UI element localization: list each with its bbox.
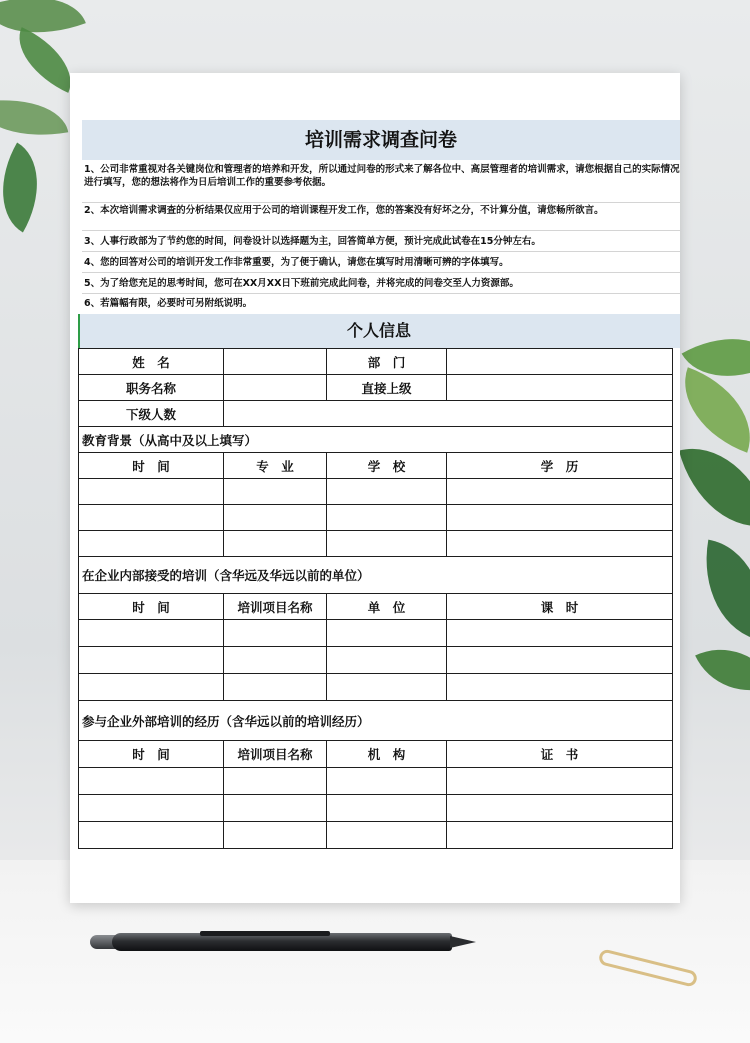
table-cell[interactable] — [327, 768, 447, 795]
internal-col-unit: 单 位 — [327, 594, 447, 620]
table-cell[interactable] — [447, 505, 673, 531]
internal-col-time: 时 间 — [79, 594, 224, 620]
education-col-school: 学 校 — [327, 453, 447, 479]
dept-label: 部 门 — [327, 349, 447, 375]
personal-info-heading: 个人信息 — [78, 314, 680, 348]
table-cell[interactable] — [327, 479, 447, 505]
external-col-project: 培训项目名称 — [224, 741, 327, 768]
pen-icon — [90, 931, 480, 953]
table-cell[interactable] — [447, 531, 673, 557]
note-2: 2、本次培训需求调查的分析结果仅应用于公司的培训课程开发工作，您的答案没有好坏之分，不计算分值，请您畅所欲言。 — [82, 204, 680, 231]
external-training-heading: 参与企业外部培训的经历（含华远以前的培训经历） — [79, 701, 673, 741]
table-row — [79, 531, 673, 557]
table-row — [79, 674, 673, 701]
table-cell[interactable] — [327, 531, 447, 557]
table-cell[interactable] — [224, 620, 327, 647]
table-cell[interactable] — [224, 674, 327, 701]
table-cell[interactable] — [79, 822, 224, 849]
table-row — [79, 505, 673, 531]
table-cell[interactable] — [79, 647, 224, 674]
document-title: 培训需求调查问卷 — [82, 120, 680, 160]
table-cell[interactable] — [327, 505, 447, 531]
name-input[interactable] — [224, 349, 327, 375]
table-row — [79, 795, 673, 822]
plant-leaf — [0, 88, 68, 147]
position-label: 职务名称 — [79, 375, 224, 401]
table-cell[interactable] — [79, 795, 224, 822]
table-cell[interactable] — [327, 620, 447, 647]
table-cell[interactable] — [79, 479, 224, 505]
table-row — [79, 479, 673, 505]
table-row — [79, 620, 673, 647]
note-4: 4、您的回答对公司的培训开发工作非常重要，为了便于确认，请您在填写时用清晰可辨的字体填写。 — [82, 253, 680, 273]
position-input[interactable] — [224, 375, 327, 401]
table-cell[interactable] — [447, 822, 673, 849]
table-cell[interactable] — [447, 647, 673, 674]
table-cell[interactable] — [79, 768, 224, 795]
dept-input[interactable] — [447, 349, 673, 375]
table-cell[interactable] — [79, 531, 224, 557]
table-cell[interactable] — [447, 620, 673, 647]
table-cell[interactable] — [447, 674, 673, 701]
plant-leaf — [693, 540, 750, 641]
education-col-major: 专 业 — [224, 453, 327, 479]
table-row — [79, 822, 673, 849]
table-row — [79, 768, 673, 795]
external-col-time: 时 间 — [79, 741, 224, 768]
personal-info-table — [78, 348, 673, 849]
plant-leaf — [695, 630, 750, 710]
cell-marker — [78, 314, 80, 348]
table-cell[interactable] — [224, 768, 327, 795]
plant-leaf — [0, 143, 60, 233]
table-cell[interactable] — [79, 505, 224, 531]
table-cell[interactable] — [327, 795, 447, 822]
subordinates-input[interactable] — [224, 401, 673, 427]
table-cell[interactable] — [224, 531, 327, 557]
subordinates-label: 下级人数 — [79, 401, 224, 427]
education-col-degree: 学 历 — [447, 453, 673, 479]
note-3: 3、人事行政部为了节约您的时间，问卷设计以选择题为主，回答简单方便，预计完成此试卷在15分钟左右。 — [82, 232, 680, 252]
survey-paper — [70, 73, 680, 903]
table-cell[interactable] — [447, 479, 673, 505]
note-6: 6、若篇幅有限，必要时可另附纸说明。 — [84, 298, 253, 309]
internal-training-heading: 在企业内部接受的培训（含华远及华远以前的单位） — [79, 557, 673, 594]
note-5: 5、为了给您充足的思考时间，您可在XX月XX日下班前完成此问卷，并将完成的问卷交至人力资源部。 — [82, 274, 680, 294]
table-cell[interactable] — [447, 768, 673, 795]
table-cell[interactable] — [327, 822, 447, 849]
supervisor-label: 直接上级 — [327, 375, 447, 401]
external-col-certificate: 证 书 — [447, 741, 673, 768]
name-label: 姓 名 — [79, 349, 224, 375]
external-col-institution: 机 构 — [327, 741, 447, 768]
table-cell[interactable] — [79, 674, 224, 701]
education-col-time: 时 间 — [79, 453, 224, 479]
table-row — [79, 647, 673, 674]
supervisor-input[interactable] — [447, 375, 673, 401]
table-cell[interactable] — [224, 479, 327, 505]
internal-col-hours: 课 时 — [447, 594, 673, 620]
education-heading: 教育背景（从高中及以上填写） — [79, 427, 673, 453]
note-1: 1、公司非常重视对各关键岗位和管理者的培养和开发，所以通过问卷的形式来了解各位中、高层管理者的培训需求，请您根据自己的实际情况进行填写，您的想法将作为日后培训工作的重要参考依据。 — [82, 163, 680, 203]
internal-col-project: 培训项目名称 — [224, 594, 327, 620]
table-cell[interactable] — [224, 822, 327, 849]
table-cell[interactable] — [224, 505, 327, 531]
table-cell[interactable] — [327, 647, 447, 674]
table-cell[interactable] — [79, 620, 224, 647]
table-cell[interactable] — [224, 795, 327, 822]
table-cell[interactable] — [447, 795, 673, 822]
table-cell[interactable] — [327, 674, 447, 701]
table-cell[interactable] — [224, 647, 327, 674]
